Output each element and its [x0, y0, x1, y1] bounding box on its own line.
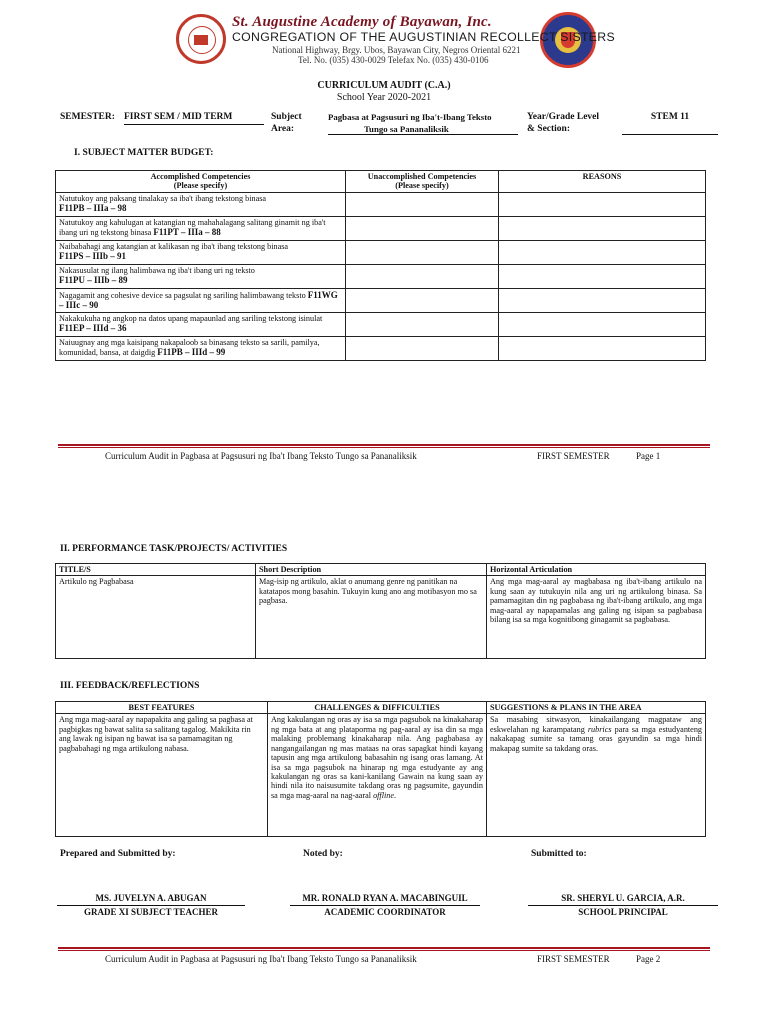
col-unaccomplished-line2: (Please specify): [395, 181, 449, 191]
empty-cell: [499, 217, 706, 241]
submitted-to-name: SR. SHERYL U. GARCIA, A.R.: [561, 893, 685, 903]
prepared-by-label: Prepared and Submitted by:: [60, 849, 176, 859]
suggestions-text-1: Sa masabing sitwasyon, kinakailangang magpataw ang eskwelahan ng karampatang: [490, 715, 702, 734]
table-header-row: [56, 171, 706, 193]
footer-semester: FIRST SEMESTER: [537, 954, 610, 964]
subject-matter-table: [55, 170, 706, 361]
challenges-cell: Ang kakulangan ng oras ay isa sa mga pagsubok na kinakaharap ng mga bata at ang plataporma ng pag-aaral ay isa din sa mga malaking problemang kinakaharap nila. Ang pagbabasa ay nangangailangan ng mas mataas na oras sapagkat hindi kayang tapusin ang mga artikulong babasahin ng isang oras lamang. At isa sa mga pagsubok na hinarap ng mga estudyante ay ang kakulangan ng oras sa kani-kanilang Gawain na kung saan ay hindi nila ito naisusumite takdang oras ng pagsumite, gayundin sa mga mag-aaral na nag-aaral offline.: [268, 714, 487, 837]
col-unaccomplished: [346, 171, 499, 193]
competency-code: F11EP – IIId – 36: [59, 323, 127, 334]
empty-cell: [346, 217, 499, 241]
col-horizontal-articulation: Horizontal Articulation: [487, 564, 706, 576]
best-features-text: Ang mga mag-aaral ay napapakita ang galing sa pagbasa at pagbigkas ng bawat salita sa salitang tagalog. Makikita rin ang lawak ng isipan ng bawat isa sa pamamagitan ng pagbabahagi ng mga artikulong nabasa.: [56, 714, 268, 837]
footer-divider: [58, 444, 710, 446]
col-accomplished-line1: Accomplished Competencies: [150, 172, 251, 181]
document-title: CURRICULUM AUDIT (C.A.): [317, 80, 451, 91]
task-horizontal-articulation: Ang mga mag-aaral ay magbabasa ng iba't-ibang artikulo na kung saan ay tutukuyin nila ang uri ng artikulong binasa. Sa pamamagitan din ng pagbabasa ng iba't-ibang artikulo, ang mga mag-aaral ay napapamalas ang galing ng isipan sa pagbabasa bilang isa sa mga kognitibong ginagamit sa pagbabasa.: [487, 576, 706, 659]
noted-by-title: ACADEMIC COORDINATOR: [324, 907, 446, 917]
congregation-name: CONGREGATION OF THE AUGUSTINIAN RECOLLECT SISTERS: [232, 30, 615, 44]
competency-cell: [56, 265, 346, 289]
table-row: [56, 313, 706, 337]
competency-cell: [56, 337, 346, 361]
footer-text: Curriculum Audit in Pagbasa at Pagsusuri ng Iba't Ibang Teksto Tungo sa Pananaliksik: [105, 451, 417, 461]
section3-heading: III. FEEDBACK/REFLECTIONS: [60, 681, 200, 691]
table-row: [56, 241, 706, 265]
competency-code: F11PS – IIIb – 91: [59, 251, 127, 262]
submitted-to-title: SCHOOL PRINCIPAL: [578, 907, 668, 917]
competency-cell: [56, 313, 346, 337]
col-suggestions: SUGGESTIONS & PLANS IN THE AREA: [487, 702, 706, 714]
table-row: [56, 576, 706, 659]
grade-value: STEM 11: [622, 112, 718, 135]
footer-divider: [58, 947, 710, 949]
competency-text: Nagagamit ang cohesive device sa pagsulat ng sariling halimbawang teksto: [59, 291, 306, 300]
noted-by-label: Noted by:: [303, 849, 343, 859]
competency-text: Nakasusulat ng ilang halimbawa ng iba't ibang uri ng teksto: [59, 266, 255, 275]
book-icon: [194, 35, 208, 45]
feedback-table: [55, 701, 706, 837]
competency-cell: [56, 193, 346, 217]
task-title: Artikulo ng Pagbabasa: [56, 576, 256, 659]
section1-heading: I. SUBJECT MATTER BUDGET:: [74, 148, 214, 158]
footer-page-number: Page 2: [636, 954, 661, 964]
col-short-description: Short Description: [256, 564, 487, 576]
subject-value-line1: Pagbasa at Pagsusuri ng Iba't-Ibang Teksto: [328, 112, 492, 122]
table-row: [56, 337, 706, 361]
competency-cell: [56, 241, 346, 265]
signature-line: [528, 905, 718, 906]
suggestions-italic: rubrics: [587, 724, 612, 734]
empty-cell: [499, 313, 706, 337]
signature-line: [57, 905, 245, 906]
challenges-text: Ang kakulangan ng oras ay isa sa mga pagsubok na kinakaharap ng mga bata at ang plataporma ng pag-aaral ay isa din sa mga malaking problemang kinakaharap nila. Ang pagbabasa ay nangangailangan ng mas mataas na oras sapagkat hindi kayang tapusin ang mga artikulong babasahin ng isang oras lamang. At isa sa mga pagsubok na hinarap ng mga estudyante ay ang kakulangan ng oras sa kani-kanilang Gawain na kung saan ay hindi nila ito naisusumite takdang oras ng pagsumite, gayundin sa mga mag-aaral na nag-aaral: [271, 715, 483, 800]
empty-cell: [346, 193, 499, 217]
competency-text: Nakakukuha ng angkop na datos upang mapaunlad ang sariling tekstong isinulat: [59, 314, 323, 323]
table-row: [56, 217, 706, 241]
suggestions-cell: [487, 714, 706, 837]
performance-task-table: [55, 563, 706, 659]
competency-code: F11PB – IIId – 99: [157, 347, 226, 358]
table-row: [56, 289, 706, 313]
noted-by-name: MR. RONALD RYAN A. MACABINGUIL: [302, 893, 468, 903]
footer-text: Curriculum Audit in Pagbasa at Pagsusuri ng Iba't Ibang Teksto Tungo sa Pananaliksik: [105, 954, 417, 964]
subject-label-line1: Subject: [271, 112, 302, 122]
subject-value-line2: Tungo sa Pananaliksik: [328, 124, 518, 135]
section2-heading: II. PERFORMANCE TASK/PROJECTS/ ACTIVITIES: [60, 544, 288, 554]
footer-page-number: Page 1: [636, 451, 661, 461]
school-telephone: Tel. No. (035) 430-0029 Telefax No. (035) 430-0106: [298, 55, 489, 65]
challenges-italic: offline: [373, 790, 394, 800]
col-reasons: REASONS: [499, 171, 706, 193]
school-seal-left: [176, 14, 226, 64]
competency-text: Naiuugnay ang mga kaisipang nakapaloob sa binasang teksto sa sarili, pamilya, komunidad, bansa, at daigdig: [59, 338, 320, 358]
footer-divider: [58, 447, 710, 448]
school-name: St. Augustine Academy of Bayawan, Inc.: [232, 14, 492, 30]
empty-cell: [346, 241, 499, 265]
empty-cell: [499, 289, 706, 313]
col-unaccomplished-line1: Unaccomplished Competencies: [367, 172, 477, 181]
table-header-row: [56, 702, 706, 714]
table-row: [56, 265, 706, 289]
school-address: National Highway, Brgy. Ubos, Bayawan City, Negros Oriental 6221: [272, 45, 521, 55]
footer-divider: [58, 950, 710, 951]
empty-cell: [499, 337, 706, 361]
semester-label: SEMESTER:: [60, 112, 115, 122]
table-row: [56, 714, 706, 837]
competency-code: F11PU – IIIb – 89: [59, 275, 128, 286]
grade-label-line1: Year/Grade Level: [527, 112, 600, 122]
empty-cell: [499, 265, 706, 289]
col-best-features: BEST FEATURES: [56, 702, 268, 714]
competency-code: F11PB – IIIa – 98: [59, 203, 127, 214]
col-accomplished: [56, 171, 346, 193]
competency-cell: [56, 289, 346, 313]
competency-cell: [56, 217, 346, 241]
competency-text: Natutukoy ang paksang tinalakay sa iba't ibang tekstong binasa: [59, 194, 267, 203]
competency-code: F11WG – IIIc – 90: [59, 290, 338, 311]
subject-label-line2: Area:: [271, 124, 295, 134]
empty-cell: [346, 289, 499, 313]
empty-cell: [346, 337, 499, 361]
prepared-by-title: GRADE XI SUBJECT TEACHER: [84, 907, 218, 917]
col-accomplished-line2: (Please specify): [173, 181, 228, 191]
semester-value: FIRST SEM / MID TERM: [124, 112, 264, 125]
empty-cell: [499, 241, 706, 265]
empty-cell: [499, 193, 706, 217]
table-header-row: [56, 564, 706, 576]
col-titles: TITLE/S: [56, 564, 256, 576]
empty-cell: [346, 265, 499, 289]
table-row: [56, 193, 706, 217]
signature-line: [290, 905, 480, 906]
footer-semester: FIRST SEMESTER: [537, 451, 610, 461]
competency-text: Naibabahagi ang katangian at kalikasan ng iba't ibang tekstong binasa: [59, 242, 289, 251]
prepared-by-name: MS. JUVELYN A. ABUGAN: [95, 893, 207, 903]
suggestions-text-2: para sa mga estudyanteng nakakapag sumite sa tamang oras gayundin sa mga hindi makapag sumite sa takdang oras.: [490, 724, 703, 753]
col-challenges: CHALLENGES & DIFFICULTIES: [268, 702, 487, 714]
submitted-to-label: Submitted to:: [531, 849, 587, 859]
grade-label-line2: & Section:: [527, 124, 571, 134]
empty-cell: [346, 313, 499, 337]
competency-code: F11PT – IIIa – 88: [153, 227, 221, 238]
task-description: Mag-isip ng artikulo, aklat o anumang genre ng panitikan na katatapos mong basahin. Tukuyin kung ano ang motibasyon mo sa pagbasa.: [256, 576, 487, 659]
competency-text: Natutukoy ang kahulugan at katangian ng mahahalagang salitang ginamit ng iba't ibang uri ng tekstong binasa: [59, 218, 326, 238]
school-year: School Year 2020-2021: [336, 92, 432, 103]
